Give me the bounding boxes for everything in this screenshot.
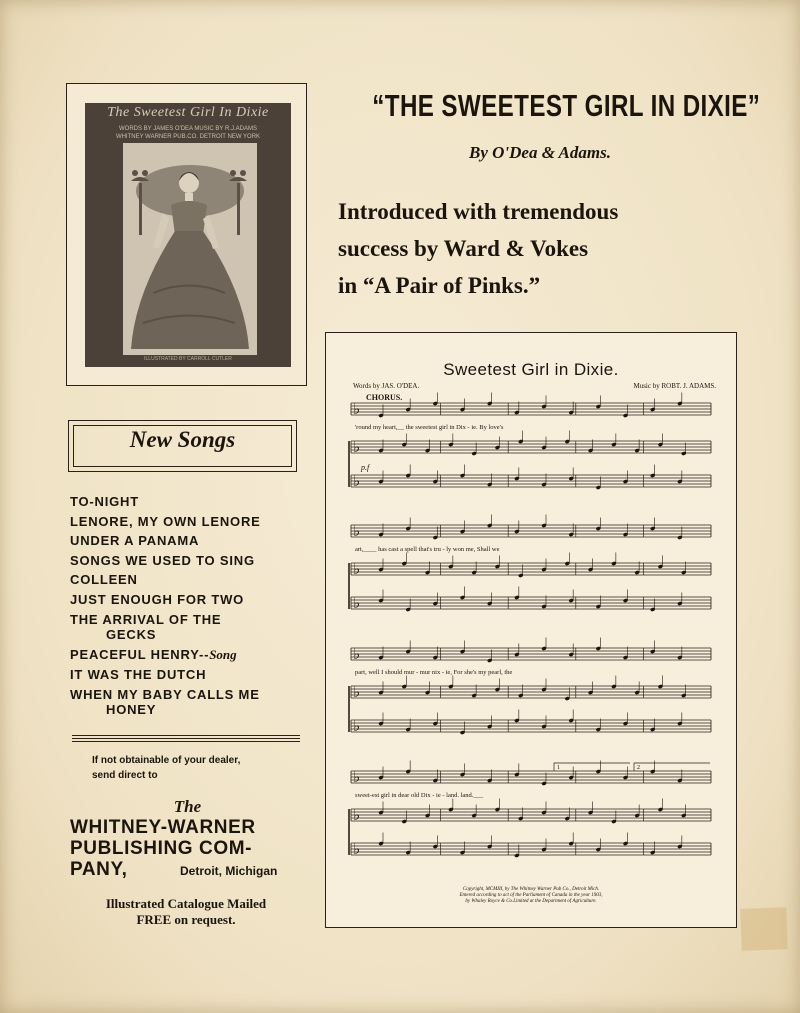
list-item: THE ARRIVAL OF THE GECKS [70, 612, 222, 642]
publisher-name: WHITNEY-WARNER PUBLISHING COM- PANY, [70, 817, 256, 880]
lyric-line: part, well I should mur - mur nix - ie, For she's my pearl, the [355, 669, 513, 676]
svg-text:♭: ♭ [353, 522, 361, 540]
list-item: COLLEEN [70, 572, 138, 587]
svg-text:♭: ♭ [353, 560, 361, 578]
svg-text:♭: ♭ [353, 472, 361, 490]
sheet-music-excerpt [325, 332, 737, 928]
svg-text:♭: ♭ [353, 594, 361, 612]
svg-text:♭: ♭ [353, 768, 361, 786]
divider [72, 735, 300, 736]
music-score [326, 333, 735, 883]
intro-line: in “A Pair of Pinks.” [338, 273, 541, 298]
cover-illustration [123, 143, 257, 355]
cover-image-frame [66, 83, 307, 386]
music-title: Sweetest Girl in Dixie. [443, 360, 619, 379]
intro-text [338, 193, 738, 304]
chorus-label: CHORUS. [366, 393, 403, 402]
list-item: LENORE, MY OWN LENORE [70, 513, 261, 529]
tape-stain [740, 907, 787, 951]
svg-text:♭: ♭ [353, 717, 361, 735]
intro-line: Introduced with tremendous [338, 199, 619, 224]
new-songs-heading: New Songs [129, 427, 236, 452]
svg-text:♭: ♭ [353, 645, 361, 663]
lyric-line: 'round my heart,__ the sweetest girl in Dix - ie. By love's [355, 424, 504, 431]
cover-title: The Sweetest Girl In Dixie [107, 105, 269, 120]
list-item: JUST ENOUGH FOR TWO [70, 591, 245, 607]
copyright-notice: Copyright, MCMIII, by The Whitney Warner Pub Co., Detroit Mich. Entered according to act of the Parliament of Canada in the year 1903, by Whaley Royce & Co.Limited at the Department of Agriculture. [459, 887, 603, 904]
svg-text:♭: ♭ [353, 400, 361, 418]
composer-credit: Music by ROBT. J. ADAMS. [633, 382, 716, 390]
byline: By O'Dea & Adams. [469, 143, 611, 162]
list-item: UNDER A PANAMA [70, 533, 200, 548]
lady-in-gown-illustration [123, 143, 257, 355]
ending-label: 1 [557, 765, 560, 771]
list-item: SONGS WE USED TO SING [70, 552, 255, 568]
cover-credits: WORDS BY JAMES O'DEA MUSIC BY R.J.ADAMS WHITNEY WARNER PUB.CO. DETROIT NEW YORK [115, 126, 261, 140]
list-item: WHEN MY BABY CALLS ME HONEY [70, 687, 260, 717]
svg-text:♭: ♭ [353, 840, 361, 858]
new-songs-box [68, 420, 297, 472]
intro-line: success by Ward & Vokes [338, 236, 589, 261]
divider [72, 741, 300, 742]
song-list [70, 492, 310, 717]
list-item: IT WAS THE DUTCH [70, 666, 207, 682]
lyric-line: sweet-est girl in dear old Dix - ie - land. land.___ [355, 792, 484, 799]
svg-text:♭: ♭ [353, 438, 361, 456]
ending-label: 2 [637, 765, 640, 771]
dynamic-marking: p.f [361, 463, 370, 472]
svg-text:♭: ♭ [353, 806, 361, 824]
dealer-note: If not obtainable of your dealer, send direct to [92, 755, 241, 781]
catalogue-note: Illustrated Catalogue Mailed FREE on request. [105, 896, 267, 927]
list-item: PEACEFUL HENRY--Song [70, 647, 237, 662]
song-title-heading: “THE SWEETEST GIRL IN DIXIE” [372, 88, 761, 123]
publisher-city: Detroit, Michigan [180, 864, 278, 878]
cover-image [85, 103, 291, 367]
list-item: TO-NIGHT [70, 494, 139, 509]
cover-imprint: ILLUSTRATED BY CARROLL CUTLER [144, 356, 232, 362]
lyricist-credit: Words by JAS. O'DEA. [353, 382, 420, 390]
lyric-line: art,____ has cast a spell that's tru - ly won me, Shall we [355, 546, 500, 553]
svg-text:♭: ♭ [353, 683, 361, 701]
divider [72, 738, 300, 739]
publisher-article: The [173, 797, 202, 816]
